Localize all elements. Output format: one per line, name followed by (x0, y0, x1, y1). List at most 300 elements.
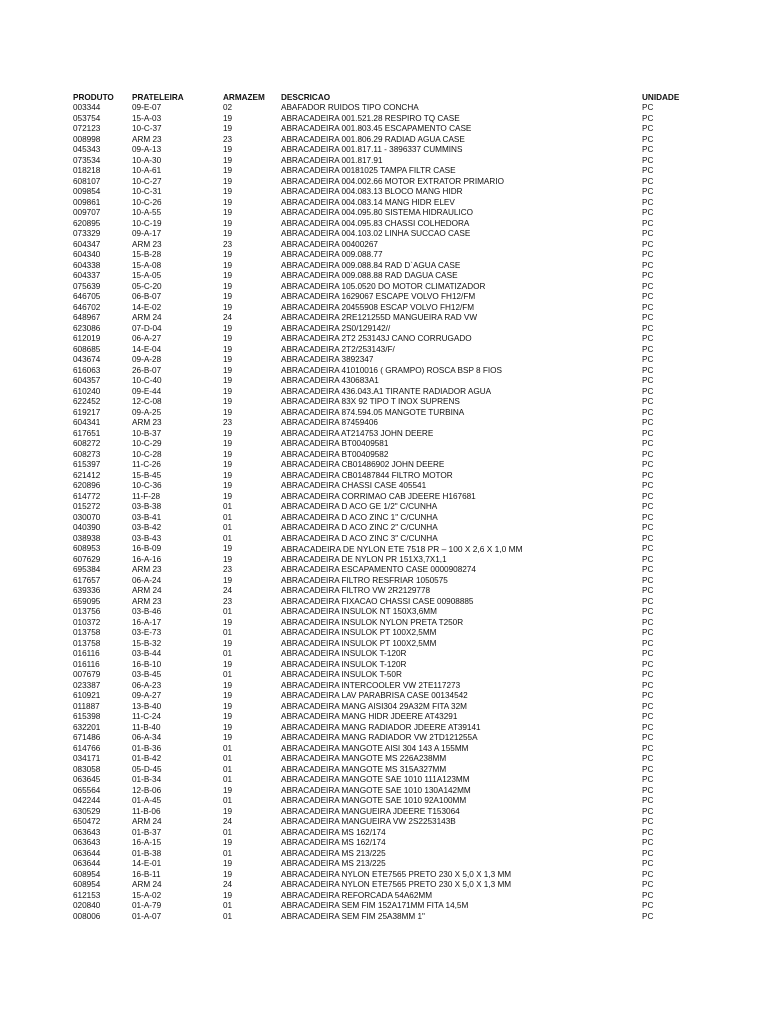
table-row (73, 912, 713, 923)
cell-armazem: 19 (223, 218, 233, 228)
cell-produto: 608685 (73, 344, 101, 354)
table-row (73, 513, 713, 524)
cell-produto: 610921 (73, 691, 101, 700)
cell-armazem: 01 (223, 523, 233, 532)
cell-unidade: PC (642, 554, 654, 564)
table-row (73, 765, 713, 776)
table-row (73, 408, 713, 419)
table-row (73, 187, 713, 198)
cell-produto: 038938 (73, 533, 101, 543)
cell-armazem: 19 (223, 355, 233, 364)
cell-armazem: 01 (223, 670, 233, 679)
table-row (73, 376, 713, 387)
cell-armazem: 19 (223, 460, 233, 469)
cell-descricao: ABRACADEIRA FILTRO VW 2R2129778 (281, 586, 431, 595)
cell-prateleira: ARM 23 (132, 565, 162, 574)
header-prateleira: PRATELEIRA (132, 93, 184, 102)
table-row (73, 492, 713, 503)
cell-prateleira: 11-C-26 (132, 460, 161, 469)
cell-unidade: PC (642, 764, 654, 774)
table-row (73, 355, 713, 366)
cell-unidade: PC (642, 229, 654, 238)
cell-descricao: ABRACADEIRA 3892347 (281, 355, 374, 364)
cell-descricao: ABRACADEIRA CHASSI CASE 405541 (281, 481, 427, 490)
table-row (73, 901, 713, 912)
cell-armazem: 19 (223, 449, 233, 459)
table-row (73, 733, 713, 744)
cell-descricao: ABRACADEIRA 436.043.A1 TIRANTE RADIADOR AGUA (281, 386, 492, 396)
cell-armazem: 24 (223, 313, 233, 322)
cell-armazem: 19 (223, 271, 233, 280)
table-row (73, 859, 713, 870)
cell-produto: 604340 (73, 250, 101, 259)
table-row (73, 523, 713, 534)
cell-descricao: ABRACADEIRA MANG AISI304 29A32M FITA 32M (281, 701, 467, 711)
cell-unidade: PC (642, 197, 654, 207)
table-row (73, 418, 713, 429)
table-row (73, 565, 713, 576)
table-row (73, 544, 713, 555)
cell-armazem: 19 (223, 124, 233, 133)
cell-descricao: ABRACADEIRA MANGOTE SAE 1010 92A100MM (281, 796, 467, 805)
cell-produto: 045343 (73, 145, 101, 154)
cell-unidade: PC (642, 365, 654, 375)
table-row (73, 387, 713, 398)
cell-armazem: 19 (223, 680, 233, 690)
cell-prateleira: 09-A-28 (132, 355, 162, 364)
table-row (73, 880, 713, 891)
cell-unidade: PC (642, 806, 654, 816)
cell-prateleira: 15-B-28 (132, 250, 162, 259)
cell-unidade: PC (642, 848, 654, 858)
cell-produto: 016116 (73, 659, 100, 669)
cell-unidade: PC (642, 817, 654, 826)
table-row (73, 586, 713, 597)
cell-unidade: PC (642, 911, 654, 921)
table-row (73, 691, 713, 702)
cell-prateleira: 10-A-55 (132, 208, 162, 217)
table-row (73, 303, 713, 314)
cell-unidade: PC (642, 155, 654, 165)
cell-unidade: PC (642, 428, 654, 438)
cell-armazem: 19 (223, 554, 233, 564)
cell-prateleira: ARM 24 (132, 817, 162, 826)
cell-descricao: ABRACADEIRA 009.088.77 (281, 250, 383, 259)
cell-prateleira: 16-B-10 (132, 659, 162, 669)
cell-unidade: PC (642, 838, 654, 847)
cell-armazem: 19 (223, 869, 233, 879)
cell-descricao: ABRACADEIRA INSULOK T-120R (281, 659, 407, 669)
cell-prateleira: 01-A-79 (132, 901, 162, 910)
cell-produto: 646705 (73, 292, 101, 301)
cell-armazem: 24 (223, 880, 233, 889)
cell-prateleira: 06-B-07 (132, 292, 162, 301)
cell-prateleira: 03-B-45 (132, 670, 162, 679)
cell-produto: 622452 (73, 397, 101, 406)
cell-prateleira: 15-A-02 (132, 890, 162, 900)
cell-armazem: 19 (223, 785, 233, 795)
cell-descricao: ABRACADEIRA 001.803.45 ESCAPAMENTO CASE (281, 124, 472, 133)
cell-produto: 009707 (73, 208, 101, 217)
cell-descricao: ABRACADEIRA MANGOTE AISI 304 143 A 155MM (281, 743, 469, 753)
cell-unidade: PC (642, 397, 654, 406)
cell-descricao: ABRACADEIRA FIXACAO CHASSI CASE 00908885 (281, 596, 474, 606)
cell-produto: 620895 (73, 218, 101, 228)
cell-produto: 020840 (73, 901, 101, 910)
cell-armazem: 02 (223, 103, 233, 112)
cell-armazem: 19 (223, 659, 233, 669)
table-row (73, 145, 713, 156)
cell-descricao: ABRACADEIRA 41010016 ( GRAMPO) ROSCA BSP 8 FIOS (281, 365, 502, 375)
cell-prateleira: 15-A-08 (132, 260, 162, 270)
cell-unidade: PC (642, 638, 654, 648)
cell-armazem: 23 (223, 596, 233, 606)
cell-armazem: 19 (223, 481, 233, 490)
header-unidade: UNIDADE (642, 93, 680, 102)
cell-prateleira: 03-B-43 (132, 533, 162, 543)
cell-descricao: ABRACADEIRA 87459406 (281, 418, 378, 427)
cell-descricao: ABRACADEIRA INSULOK T-120R (281, 649, 407, 658)
cell-unidade: PC (642, 754, 654, 763)
cell-armazem: 19 (223, 544, 233, 553)
cell-unidade: PC (642, 323, 654, 333)
table-row (73, 271, 713, 282)
table-row (73, 135, 713, 146)
cell-armazem: 19 (223, 806, 233, 816)
cell-produto: 009854 (73, 187, 101, 196)
cell-produto: 030070 (73, 512, 101, 522)
cell-produto: 040390 (73, 523, 101, 532)
cell-prateleira: 10-C-26 (132, 197, 162, 207)
cell-unidade: PC (642, 124, 654, 133)
cell-descricao: ABRACADEIRA 004.002.66 MOTOR EXTRATOR PRIMARIO (281, 176, 504, 186)
table-row (73, 744, 713, 755)
cell-descricao: ABAFADOR RUIDOS TIPO CONCHA (281, 103, 419, 112)
cell-unidade: PC (642, 481, 654, 490)
cell-unidade: PC (642, 418, 654, 427)
cell-armazem: 01 (223, 911, 233, 921)
cell-produto: 619217 (73, 407, 101, 417)
cell-unidade: PC (642, 565, 654, 574)
cell-unidade: PC (642, 701, 654, 711)
cell-produto: 639336 (73, 586, 101, 595)
cell-descricao: ABRACADEIRA 004.083.14 MANG HIDR ELEV (281, 197, 455, 207)
table-row (73, 828, 713, 839)
cell-prateleira: 05-D-45 (132, 764, 162, 774)
cell-prateleira: 11-B-40 (132, 722, 161, 732)
cell-prateleira: 15-B-45 (132, 470, 162, 480)
cell-produto: 614766 (73, 743, 101, 753)
cell-descricao: ABRACADEIRA INSULOK T-50R (281, 670, 402, 679)
table-row (73, 208, 713, 219)
cell-descricao: ABRACADEIRA MANGOTE SAE 1010 111A123MM (281, 775, 470, 784)
cell-unidade: PC (642, 523, 654, 532)
table-row (73, 628, 713, 639)
cell-unidade: PC (642, 890, 654, 900)
cell-armazem: 19 (223, 397, 233, 406)
cell-produto: 615397 (73, 460, 101, 469)
cell-armazem: 01 (223, 607, 233, 616)
cell-armazem: 01 (223, 628, 233, 637)
table-row (73, 166, 713, 177)
table-row (73, 502, 713, 513)
cell-descricao: ABRACADEIRA MANGOTE MS 315A327MM (281, 764, 447, 774)
table-row (73, 681, 713, 692)
cell-prateleira: 10-B-37 (132, 428, 162, 438)
cell-armazem: 01 (223, 754, 233, 763)
cell-unidade: PC (642, 680, 654, 690)
cell-prateleira: 15-B-32 (132, 638, 162, 648)
cell-prateleira: ARM 24 (132, 586, 162, 595)
cell-descricao: ABRACADEIRA 105.0520 DO MOTOR CLIMATIZADOR (281, 281, 486, 291)
cell-armazem: 19 (223, 575, 233, 585)
cell-unidade: PC (642, 512, 654, 522)
cell-produto: 608954 (73, 869, 101, 879)
table-row (73, 397, 713, 408)
cell-unidade: PC (642, 743, 654, 753)
table-row (73, 240, 713, 251)
cell-descricao: ABRACADEIRA INSULOK PT 100X2,5MM (281, 638, 437, 648)
cell-descricao: ABRACADEIRA MANGOTE SAE 1010 130A142MM (281, 785, 471, 795)
cell-descricao: ABRACADEIRA 00400267 (281, 239, 378, 249)
cell-unidade: PC (642, 449, 654, 459)
cell-prateleira: 06-A-24 (132, 575, 162, 585)
cell-produto: 073534 (73, 155, 101, 165)
cell-armazem: 01 (223, 848, 233, 858)
cell-produto: 075639 (73, 281, 101, 291)
cell-produto: 003344 (73, 103, 101, 112)
cell-descricao: ABRACADEIRA 2RE121255D MANGUEIRA RAD VW (281, 313, 478, 322)
cell-descricao: ABRACADEIRA MS 213/225 (281, 848, 386, 858)
cell-descricao: ABRACADEIRA BT00409581 (281, 439, 389, 448)
cell-prateleira: 16-A-15 (132, 838, 162, 847)
cell-produto: 623086 (73, 323, 101, 333)
cell-prateleira: 16-B-11 (132, 869, 161, 879)
cell-armazem: 01 (223, 827, 233, 837)
cell-produto: 065564 (73, 785, 101, 795)
cell-unidade: PC (642, 628, 654, 637)
cell-unidade: PC (642, 334, 654, 343)
cell-descricao: ABRACADEIRA 004.103.02 LINHA SUCCAO CASE (281, 229, 471, 238)
cell-armazem: 01 (223, 764, 233, 774)
table-row (73, 261, 713, 272)
cell-unidade: PC (642, 176, 654, 186)
cell-descricao: ABRACADEIRA 004.095.80 SISTEMA HIDRAULICO (281, 208, 474, 217)
table-row (73, 366, 713, 377)
cell-unidade: PC (642, 103, 654, 112)
cell-descricao: ABRACADEIRA DE NYLON PR 151X3,7X1,1 (281, 554, 447, 564)
cell-produto: 614772 (73, 491, 101, 501)
cell-produto: 010372 (73, 617, 101, 627)
cell-armazem: 19 (223, 334, 233, 343)
cell-produto: 008998 (73, 134, 101, 144)
cell-armazem: 01 (223, 512, 233, 522)
cell-produto: 617657 (73, 575, 101, 585)
cell-produto: 013758 (73, 638, 101, 648)
cell-descricao: ABRACADEIRA 004.083.13 BLOCO MANG HIDR (281, 187, 463, 196)
cell-armazem: 19 (223, 890, 233, 900)
cell-unidade: PC (642, 827, 654, 837)
cell-prateleira: 03-E-73 (132, 628, 162, 637)
cell-prateleira: 11-F-28 (132, 491, 161, 501)
cell-prateleira: 09-A-13 (132, 145, 162, 154)
header-produto: PRODUTO (73, 93, 114, 102)
table-row (73, 891, 713, 902)
cell-descricao: ABRACADEIRA D ACO GE 1/2" C/CUNHA (281, 502, 438, 511)
cell-prateleira: 01-A-45 (132, 796, 162, 805)
cell-prateleira: 14-E-02 (132, 302, 162, 312)
cell-produto: 013756 (73, 607, 101, 616)
cell-prateleira: 09-E-44 (132, 386, 162, 396)
cell-prateleira: 10-A-30 (132, 155, 162, 165)
table-row (73, 481, 713, 492)
cell-produto: 630529 (73, 806, 101, 816)
cell-descricao: ABRACADEIRA CB01486902 JOHN DEERE (281, 460, 445, 469)
table-row (73, 807, 713, 818)
cell-produto: 072123 (73, 124, 101, 133)
cell-armazem: 19 (223, 428, 233, 438)
cell-unidade: PC (642, 134, 654, 144)
cell-descricao: ABRACADEIRA MS 162/174 (281, 827, 386, 837)
cell-descricao: ABRACADEIRA SEM FIM 152A171MM FITA 14,5M (281, 901, 469, 910)
cell-unidade: PC (642, 250, 654, 259)
cell-prateleira: 01-B-36 (132, 743, 162, 753)
cell-armazem: 19 (223, 722, 233, 732)
cell-unidade: PC (642, 617, 654, 627)
cell-armazem: 24 (223, 586, 233, 595)
cell-descricao: ABRACADEIRA 009.088.88 RAD DAGUA CASE (281, 271, 458, 280)
cell-descricao: ABRACADEIRA 001.521.28 RESPIRO TQ CASE (281, 113, 460, 123)
header-descricao: DESCRICAO (281, 93, 331, 102)
cell-prateleira: 09-A-25 (132, 407, 162, 417)
cell-prateleira: 10-C-29 (132, 439, 162, 448)
table-row (73, 660, 713, 671)
cell-prateleira: 10-A-61 (132, 166, 162, 175)
cell-unidade: PC (642, 775, 654, 784)
cell-prateleira: 14-E-01 (132, 859, 162, 868)
cell-prateleira: 03-B-44 (132, 649, 162, 658)
cell-produto: 007679 (73, 670, 101, 679)
cell-unidade: PC (642, 901, 654, 910)
table-row (73, 796, 713, 807)
table-row (73, 597, 713, 608)
cell-prateleira: 15-A-03 (132, 113, 162, 123)
cell-descricao: ABRACADEIRA 2T2/253143/F/ (281, 344, 395, 354)
cell-unidade: PC (642, 218, 654, 228)
table-header-row (73, 93, 713, 103)
cell-descricao: ABRACADEIRA CORRIMAO CAB JDEERE H167681 (281, 491, 476, 501)
cell-armazem: 01 (223, 775, 233, 784)
cell-produto: 608272 (73, 439, 101, 448)
cell-prateleira: 10-C-19 (132, 218, 162, 228)
cell-produto: 083058 (73, 764, 101, 774)
cell-prateleira: 11-C-24 (132, 712, 161, 721)
cell-armazem: 01 (223, 533, 233, 543)
cell-unidade: PC (642, 386, 654, 396)
cell-descricao: ABRACADEIRA LAV PARABRISA CASE 00134542 (281, 691, 468, 700)
table-row (73, 177, 713, 188)
cell-produto: 018218 (73, 166, 101, 175)
cell-armazem: 19 (223, 197, 233, 207)
cell-unidade: PC (642, 869, 654, 879)
cell-descricao: ABRACADEIRA MANGUEIRA JDEERE T153064 (281, 806, 460, 816)
cell-descricao: ABRACADEIRA 2T2 253143J CANO CORRUGADO (281, 334, 472, 343)
cell-produto: 616063 (73, 365, 101, 375)
cell-produto: 607629 (73, 554, 101, 564)
cell-produto: 604347 (73, 239, 101, 249)
cell-unidade: PC (642, 533, 654, 543)
cell-unidade: PC (642, 187, 654, 196)
table-row (73, 849, 713, 860)
table-row (73, 114, 713, 125)
cell-unidade: PC (642, 607, 654, 616)
table-row (73, 250, 713, 261)
table-row (73, 345, 713, 356)
cell-produto: 604338 (73, 260, 101, 270)
cell-produto: 011887 (73, 701, 100, 711)
table-row (73, 534, 713, 545)
table-row (73, 838, 713, 849)
cell-produto: 648967 (73, 313, 101, 322)
table-row (73, 712, 713, 723)
cell-unidade: PC (642, 722, 654, 732)
cell-prateleira: 01-B-37 (132, 827, 162, 837)
cell-prateleira: 06-A-34 (132, 733, 162, 742)
inventory-sheet (73, 93, 713, 922)
table-row (73, 439, 713, 450)
cell-descricao: ABRACADEIRA 001.817.91 (281, 155, 383, 165)
cell-prateleira: 12-B-06 (132, 785, 162, 795)
cell-descricao: ABRACADEIRA 20455908 ESCAP VOLVO FH12/FM (281, 302, 475, 312)
cell-prateleira: ARM 23 (132, 134, 162, 144)
cell-produto: 043674 (73, 355, 101, 364)
cell-prateleira: 10-C-28 (132, 449, 162, 459)
cell-descricao: ABRACADEIRA D ACO ZINC 3" C/CUNHA (281, 533, 438, 543)
cell-unidade: PC (642, 113, 654, 123)
cell-unidade: PC (642, 355, 654, 364)
cell-armazem: 23 (223, 134, 233, 144)
cell-produto: 608954 (73, 880, 101, 889)
cell-produto: 671486 (73, 733, 101, 742)
cell-prateleira: 05-C-20 (132, 281, 162, 291)
cell-unidade: PC (642, 313, 654, 322)
cell-unidade: PC (642, 586, 654, 595)
cell-armazem: 19 (223, 302, 233, 312)
cell-unidade: PC (642, 712, 654, 721)
table-row (73, 124, 713, 135)
cell-prateleira: 03-B-46 (132, 607, 162, 616)
cell-unidade: PC (642, 733, 654, 742)
cell-prateleira: 01-B-38 (132, 848, 162, 858)
product-table (73, 93, 713, 922)
cell-unidade: PC (642, 491, 654, 501)
cell-produto: 620896 (73, 481, 101, 490)
cell-unidade: PC (642, 659, 654, 669)
cell-armazem: 19 (223, 407, 233, 417)
cell-produto: 009861 (73, 197, 101, 207)
table-row (73, 282, 713, 293)
cell-unidade: PC (642, 470, 654, 480)
cell-armazem: 19 (223, 229, 233, 238)
cell-descricao: ABRACADEIRA INSULOK NYLON PRETA T250R (281, 617, 464, 627)
cell-unidade: PC (642, 796, 654, 805)
cell-unidade: PC (642, 439, 654, 448)
cell-armazem: 19 (223, 491, 233, 501)
cell-unidade: PC (642, 649, 654, 658)
cell-descricao: ABRACADEIRA CB01487844 FILTRO MOTOR (281, 470, 453, 480)
cell-prateleira: 07-D-04 (132, 323, 162, 333)
cell-unidade: PC (642, 344, 654, 354)
